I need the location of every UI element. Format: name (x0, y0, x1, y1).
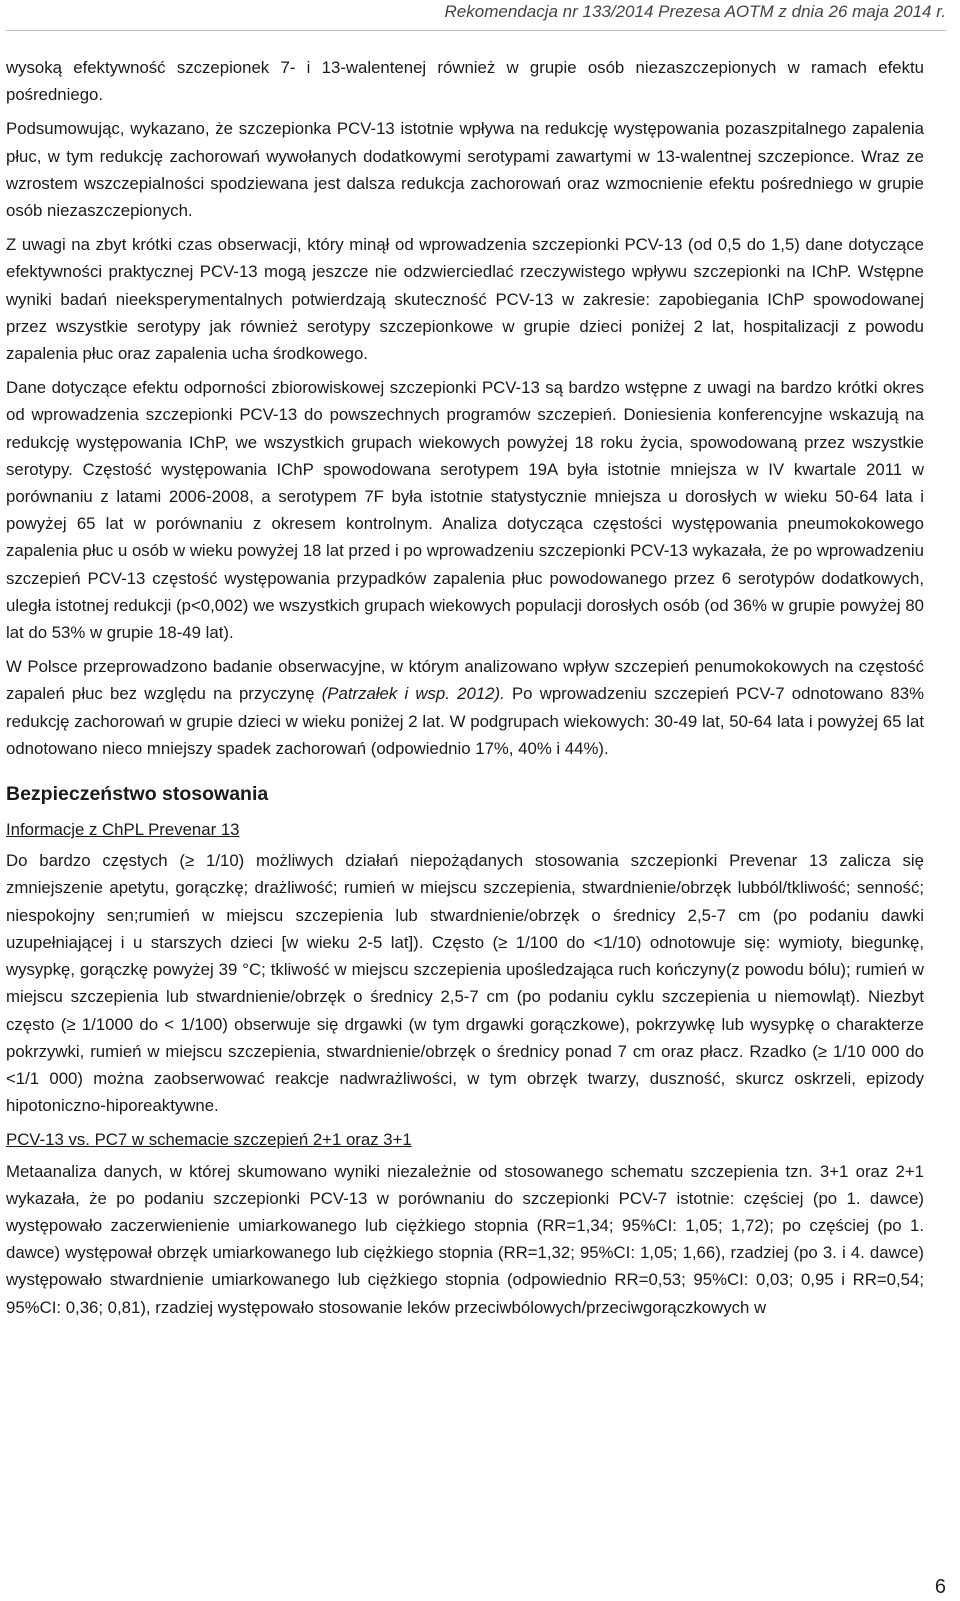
paragraph-herd-immunity: Dane dotyczące efektu odporności zbiorowiskowej szczepionki PCV-13 są bardzo wstępne z uwagi na bardzo krótki okres od wprowadzenia szczepionki PCV-13 do powszechnych programów szczepień. Doniesienia konferencyjne wskazują na redukcję występowania IChP, we wszystkich grupach wiekowych powyżej 18 roku życia, spowodowaną przez wszystkie serotypy. Częstość występowania IChP spowodowana serotypem 19A była istotnie mniejsza w IV kwartale 2011 w porównaniu z latami 2006-2008, a serotypem 7F była istotnie statystycznie mniejsza u dorosłych w wieku 50-64 lata i powyżej 65 lat w porównaniu z okresem kontrolnym. Analiza dotycząca częstości występowania pneumokokowego zapalenia płuc u osób w wieku powyżej 18 lat przed i po wprowadzeniu szczepionki PCV-13 wykazała, że po wprowadzeniu szczepień PCV-13 częstość występowania przypadków zapalenia płuc powodowanego przez 6 serotypów dodatkowych, uległa istotnej redukcji (p<0,002) we wszystkich grupach wiekowych populacji dorosłych osób (od 36% w grupie powyżej 80 lat do 53% w grupie 18-49 lat). (6, 378, 924, 643)
paragraph-poland-study (6, 653, 924, 762)
paragraph-summary: Podsumowując, wykazano, że szczepionka PCV-13 istotnie wpływa na redukcję występowania pozaszpitalnego zapalenia płuc, w tym redukcję zachorowań wywołanych dodatkowymi serotypami zawartymi w 13-walentnej szczepionce. Wraz ze wzrostem wszczepialności spodziewana jest dalsza redukcja zachorowań oraz wzmocnienie efektu pośredniego w grupie osób niezaszczepionych. (6, 119, 924, 221)
running-header: Rekomendacja nr 133/2014 Prezesa AOTM z dnia 26 maja 2014 r. (444, 2, 946, 21)
paragraph-meta-analysis: Metaanaliza danych, w której skumowano wyniki niezależnie od stosowanego schematu szczepienia tzn. 3+1 oraz 2+1 wykazała, że po podaniu szczepionki PCV-13 w porównaniu do szczepionki PCV-7 istotnie: częściej (po 1. dawce) występowało zaczerwienienie umiarkowanego lub ciężkiego stopnia (RR=1,34; 95%CI: 1,05; 1,72); po częściej (po 1. dawce) występował obrzęk umiarkowanego lub ciężkiego stopnia (RR=1,32; 95%CI: 1,05; 1,66), rzadziej (po 3. i 4. dawce) występowało stwardnienie umiarkowanego lub ciężkiego stopnia (odpowiednio RR=0,53; 95%CI: 0,03; 0,95 i RR=0,54; 95%CI: 0,36; 0,81), rzadziej występowało stosowanie leków przeciwbólowych/przeciwgorączkowych w (6, 1161, 924, 1317)
subheading-pcv13-vs-pcv7: PCV-13 vs. PC7 w schemacie szczepień 2+1 oraz 3+1 (6, 1130, 412, 1150)
paragraph-adverse-events: Do bardzo częstych (≥ 1/10) możliwych działań niepożądanych stosowania szczepionki Prevenar 13 zalicza się zmniejszenie apetytu, gorączkę; drażliwość; rumień w miejscu szczepienia, stwardnienie/obrzęk lubból/tkliwość; senność; niespokojny sen;rumień w miejscu szczepienia lub stwardnienie/obrzęk o średnicy 2,5-7 cm (po podaniu dawki uzupełniającej i u starszych dzieci [w wieku 2-5 lat]). Często (≥ 1/100 do <1/10) odnotowuje się: wymioty, biegunkę, wysypkę, gorączkę powyżej 39 °C; tkliwość w miejscu szczepienia upośledzająca ruch kończyny(z powodu bólu); rumień w miejscu szczepienia lub stwardnienie/obrzęk o średnicy 2,5-7 cm (po podaniu cyklu szczepienia u niemowląt). Niezbyt często (≥ 1/1000 do < 1/100) obserwuje się drgawki (w tym drgawki gorączkowe), pokrzywkę lub wysypkę o charakterze pokrzywki, rumień w miejscu szczepienia, stwardnienie/obrzęk o średnicy ponad 7 cm oraz płacz. Rzadko (≥ 1/10 000 do <1/1 000) można zaobserwować reakcje nadwrażliwości, w tym obrzęk twarzy, duszność, skurcz oskrzeli, epizody hipotoniczno-hiporeaktywne. (6, 851, 924, 1116)
poland-study-text: W Polsce przeprowadzono badanie obserwacyjne, w którym analizowano wpływ szczepień penumokokowych na częstość zapaleń płuc bez względu na przyczynę (6, 657, 924, 704)
header-rule (6, 30, 946, 31)
paragraph-observation-period: Z uwagi na zbyt krótki czas obserwacji, który minął od wprowadzenia szczepionki PCV-13 (od 0,5 do 1,5) dane dotyczące efektywności praktycznej PCV-13 mogą jeszcze nie odzwierciedlać rzeczywistego wpływu szczepionki na IChP. Wstępne wyniki badań nieeksperymentalnych potwierdzają skuteczność PCV-13 w zakresie: zapobiegania IChP spowodowanej przez wszystkie serotypy jak również serotypy szczepionkowe w grupie dzieci poniżej 2 lat, hospitalizacji z powodu zapalenia płuc oraz zapalenia ucha środkowego. (6, 235, 924, 364)
subheading-chpl: Informacje z ChPL Prevenar 13 (6, 820, 240, 840)
citation: (Patrzałek i wsp. 2012). (321, 684, 505, 704)
poland-study-text-continued: Po wprowadzeniu szczepień PCV-7 odnotowano 83% redukcję zachorowań w grupie dzieci w wieku poniżej 2 lat. W podgrupach wiekowych: 30-49 lat, 50-64 lata i powyżej 65 lat odnotowano nieco mniejszy spadek zachorowań (odpowiednio 17%, 40% i 44%). (6, 684, 925, 758)
section-title-safety: Bezpieczeństwo stosowania (6, 783, 269, 806)
paragraph-efficacy-continued: wysoką efektywność szczepionek 7- i 13-walentenej również w grupie osób niezaszczepionych w ramach efektu pośredniego. (6, 58, 924, 105)
page-number: 6 (934, 1576, 946, 1598)
body-text (6, 54, 924, 1328)
